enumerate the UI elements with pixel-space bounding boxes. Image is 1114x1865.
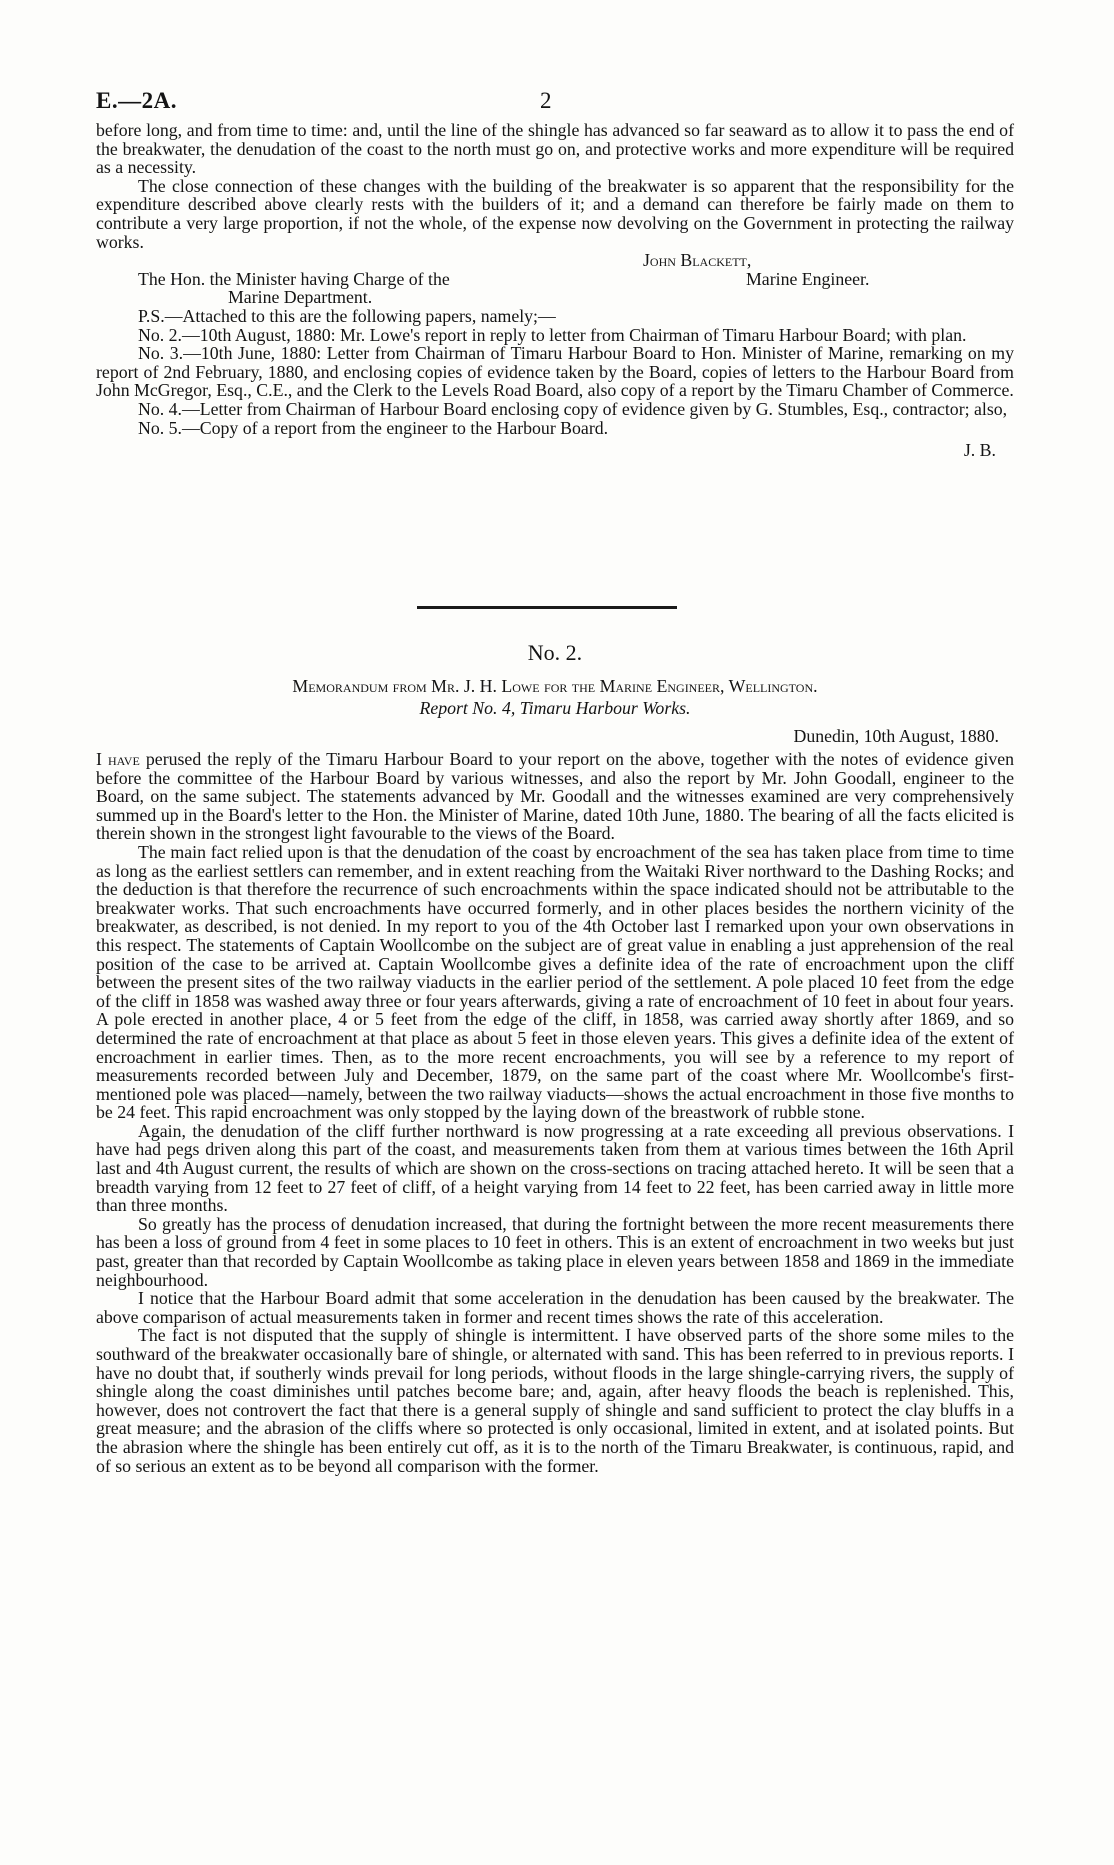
- paragraph: Again, the denudation of the cliff further northward is now progressing at a rate exceeding all previous observations. I have had pegs driven along this part of the coast, and measurements taken from them at various times between the 16th April last and 4th August current, the results of which are shown on the cross-sections on tracing attached hereto. It will be seen that a breadth varying from 12 feet to 27 feet of cliff, of a height varying from 14 feet to 22 feet, has been carried away in little more than three months.: [96, 1120, 1014, 1216]
- initials: J. B.: [963, 440, 996, 461]
- addressee-department: Marine Department.: [228, 287, 373, 308]
- paragraph: The close connection of these changes with the building of the breakwater is so apparent that the responsibility for the expenditure described above clearly rests with the builders of it; and a demand can therefore be fairly made on them to contribute a very large proportion, if not the whole, of the expense now devolving on the Government in protecting the railway works.: [96, 175, 1014, 252]
- lead-in: I have: [96, 749, 140, 769]
- signature-line: [96, 251, 1014, 270]
- paragraph: The fact is not disputed that the supply of shingle is intermittent. I have observed parts of the shore some miles to the southward of the breakwater occasionally bare of shingle, or alternated with sand. This has been referred to in previous reports. I have no doubt that, if southerly winds prevail for long periods, without floods in the large shingle-carrying rivers, the supply of shingle along the coast diminishes until patches become bare; and, again, after heavy floods the beach is replenished. This, however, does not controvert the fact that there is a general supply of shingle and sand sufficient to protect the clay bluffs in a great measure; and the abrasion of the cliffs where so protected is only occasional, limited in extent, and at isolated points. But the abrasion where the shingle has been entirely cut off, as it is to the north of the Timaru Breakwater, is continuous, rapid, and of so serious an extent as to be beyond all comparison with the former.: [96, 1325, 1014, 1476]
- signature-name: John Blackett,: [643, 250, 752, 271]
- enclosure-item: No. 2.—10th August, 1880: Mr. Lowe's report in reply to letter from Chairman of Timaru Harbour Board; with plan.: [138, 324, 967, 345]
- enclosure-item: No. 5.—Copy of a report from the engineer to the Harbour Board.: [138, 417, 609, 438]
- addressee: The Hon. the Minister having Charge of the: [138, 268, 450, 289]
- page-header: [96, 88, 1016, 118]
- section-divider: [417, 606, 677, 609]
- paragraph: before long, and from time to time: and, until the line of the shingle has advanced so far seaward as to allow it to pass the end of the breakwater, the denudation of the coast to the north must go on, and protective works and more expenditure will be required as a necessity.: [96, 120, 1014, 178]
- paragraph: [96, 750, 1014, 843]
- report-title: Report No. 4, Timaru Harbour Works.: [419, 698, 691, 718]
- memorandum-body: [96, 750, 1014, 1475]
- paragraph: So greatly has the process of denudation increased, that during the fortnight between the more recent measurements there has been a loss of ground from 4 feet in some places to 10 feet in others. This is an extent of encroachment in two weeks but just past, greater than that recorded by Captain Woollcombe as taking place in eleven years between 1858 and 1869 in the immediate neighbourhood.: [96, 1213, 1014, 1290]
- signature-title: Marine Engineer.: [746, 268, 870, 289]
- enclosure-item: No. 4.—Letter from Chairman of Harbour Board enclosing copy of evidence given by G. Stumbles, Esq., contractor; also,: [138, 398, 1008, 419]
- page-number: 2: [540, 88, 552, 113]
- addressee-line: [96, 270, 1014, 289]
- paragraph: I notice that the Harbour Board admit that some acceleration in the denudation has been caused by the breakwater. The above comparison of actual measurements taken in former and recent times shows the rate of this acceleration.: [96, 1288, 1014, 1327]
- section-number: No. 2.: [527, 640, 583, 665]
- addressee-line-2: [96, 288, 1014, 307]
- memo-title: Memorandum from Mr. J. H. Lowe for the Marine Engineer, Wellington.: [292, 676, 818, 696]
- postscript: P.S.—Attached to this are the following papers, namely;—: [138, 305, 556, 326]
- paragraph: The main fact relied upon is that the denudation of the coast by encroachment of the sea has taken place from time to time as long as the earliest settlers can remember, and in extent reaching from the Waitaki River northward to the Dashing Rocks; and the deduction is that therefore the recurrence of such encroachments within the space indicated should not be attributable to the breakwater works. That such encroachments have occurred formerly, and in other places besides the northern vicinity of the breakwater, as described, is not denied. In my report to you of the 4th October last I remarked upon your own observations in this respect. The statements of Captain Woollcombe on the subject are of great value in enabling a just apprehension of the real position of the case to be arrived at. Captain Woollcombe gives a definite idea of the rate of encroachment upon the cliff between the present sites of the two railway viaducts in the earlier period of the settlement. A pole placed 10 feet from the edge of the cliff in 1858 was washed away three or four years afterwards, giving a rate of encroachment of 10 feet in about four years. A pole erected in another place, 4 or 5 feet from the edge of the cliff, in 1858, was carried away shortly after 1869, and so determined the rate of encroachment at that place as about 5 feet in those eleven years. This gives a definite idea of the extent of encroachment in earlier times. Then, as to the more recent encroachments, you will see by a reference to my report of measurements recorded between July and December, 1879, on the same part of the coast where Mr. Woollcombe's first-mentioned pole was placed—namely, between the two railway viaducts—shows the actual encroachment in those five months to be 24 feet. This rapid encroachment was only stopped by the laying down of the breastwork of rubble stone.: [96, 841, 1014, 1123]
- document-reference: E.—2A.: [96, 88, 177, 113]
- enclosure-item: No. 3.—10th June, 1880: Letter from Chairman of Timaru Harbour Board to Hon. Minister of Marine, remarking on my report of 2nd February, 1880, and enclosing copies of evidence taken by the Board, copies of letters to the Harbour Board from John McGregor, Esq., C.E., and the Clerk to the Levels Road Board, also copy of a report by the Timaru Chamber of Commerce.: [96, 343, 1014, 401]
- paragraph-text: perused the reply of the Timaru Harbour Board to your report on the above, together with the notes of evidence given before the committee of the Harbour Board by various witnesses, and also the report by Mr. John Goodall, engineer to the Board, on the same subject. The statements advanced by Mr. Goodall and the witnesses examined are very comprehensively summed up in the Board's letter to the Hon. the Minister of Marine, dated 10th June, 1880. The bearing of all the facts elicited is therein shown in the strongest light favourable to the views of the Board.: [96, 749, 1014, 844]
- letter-continuation: [96, 121, 1014, 460]
- dateline: Dunedin, 10th August, 1880.: [793, 726, 999, 746]
